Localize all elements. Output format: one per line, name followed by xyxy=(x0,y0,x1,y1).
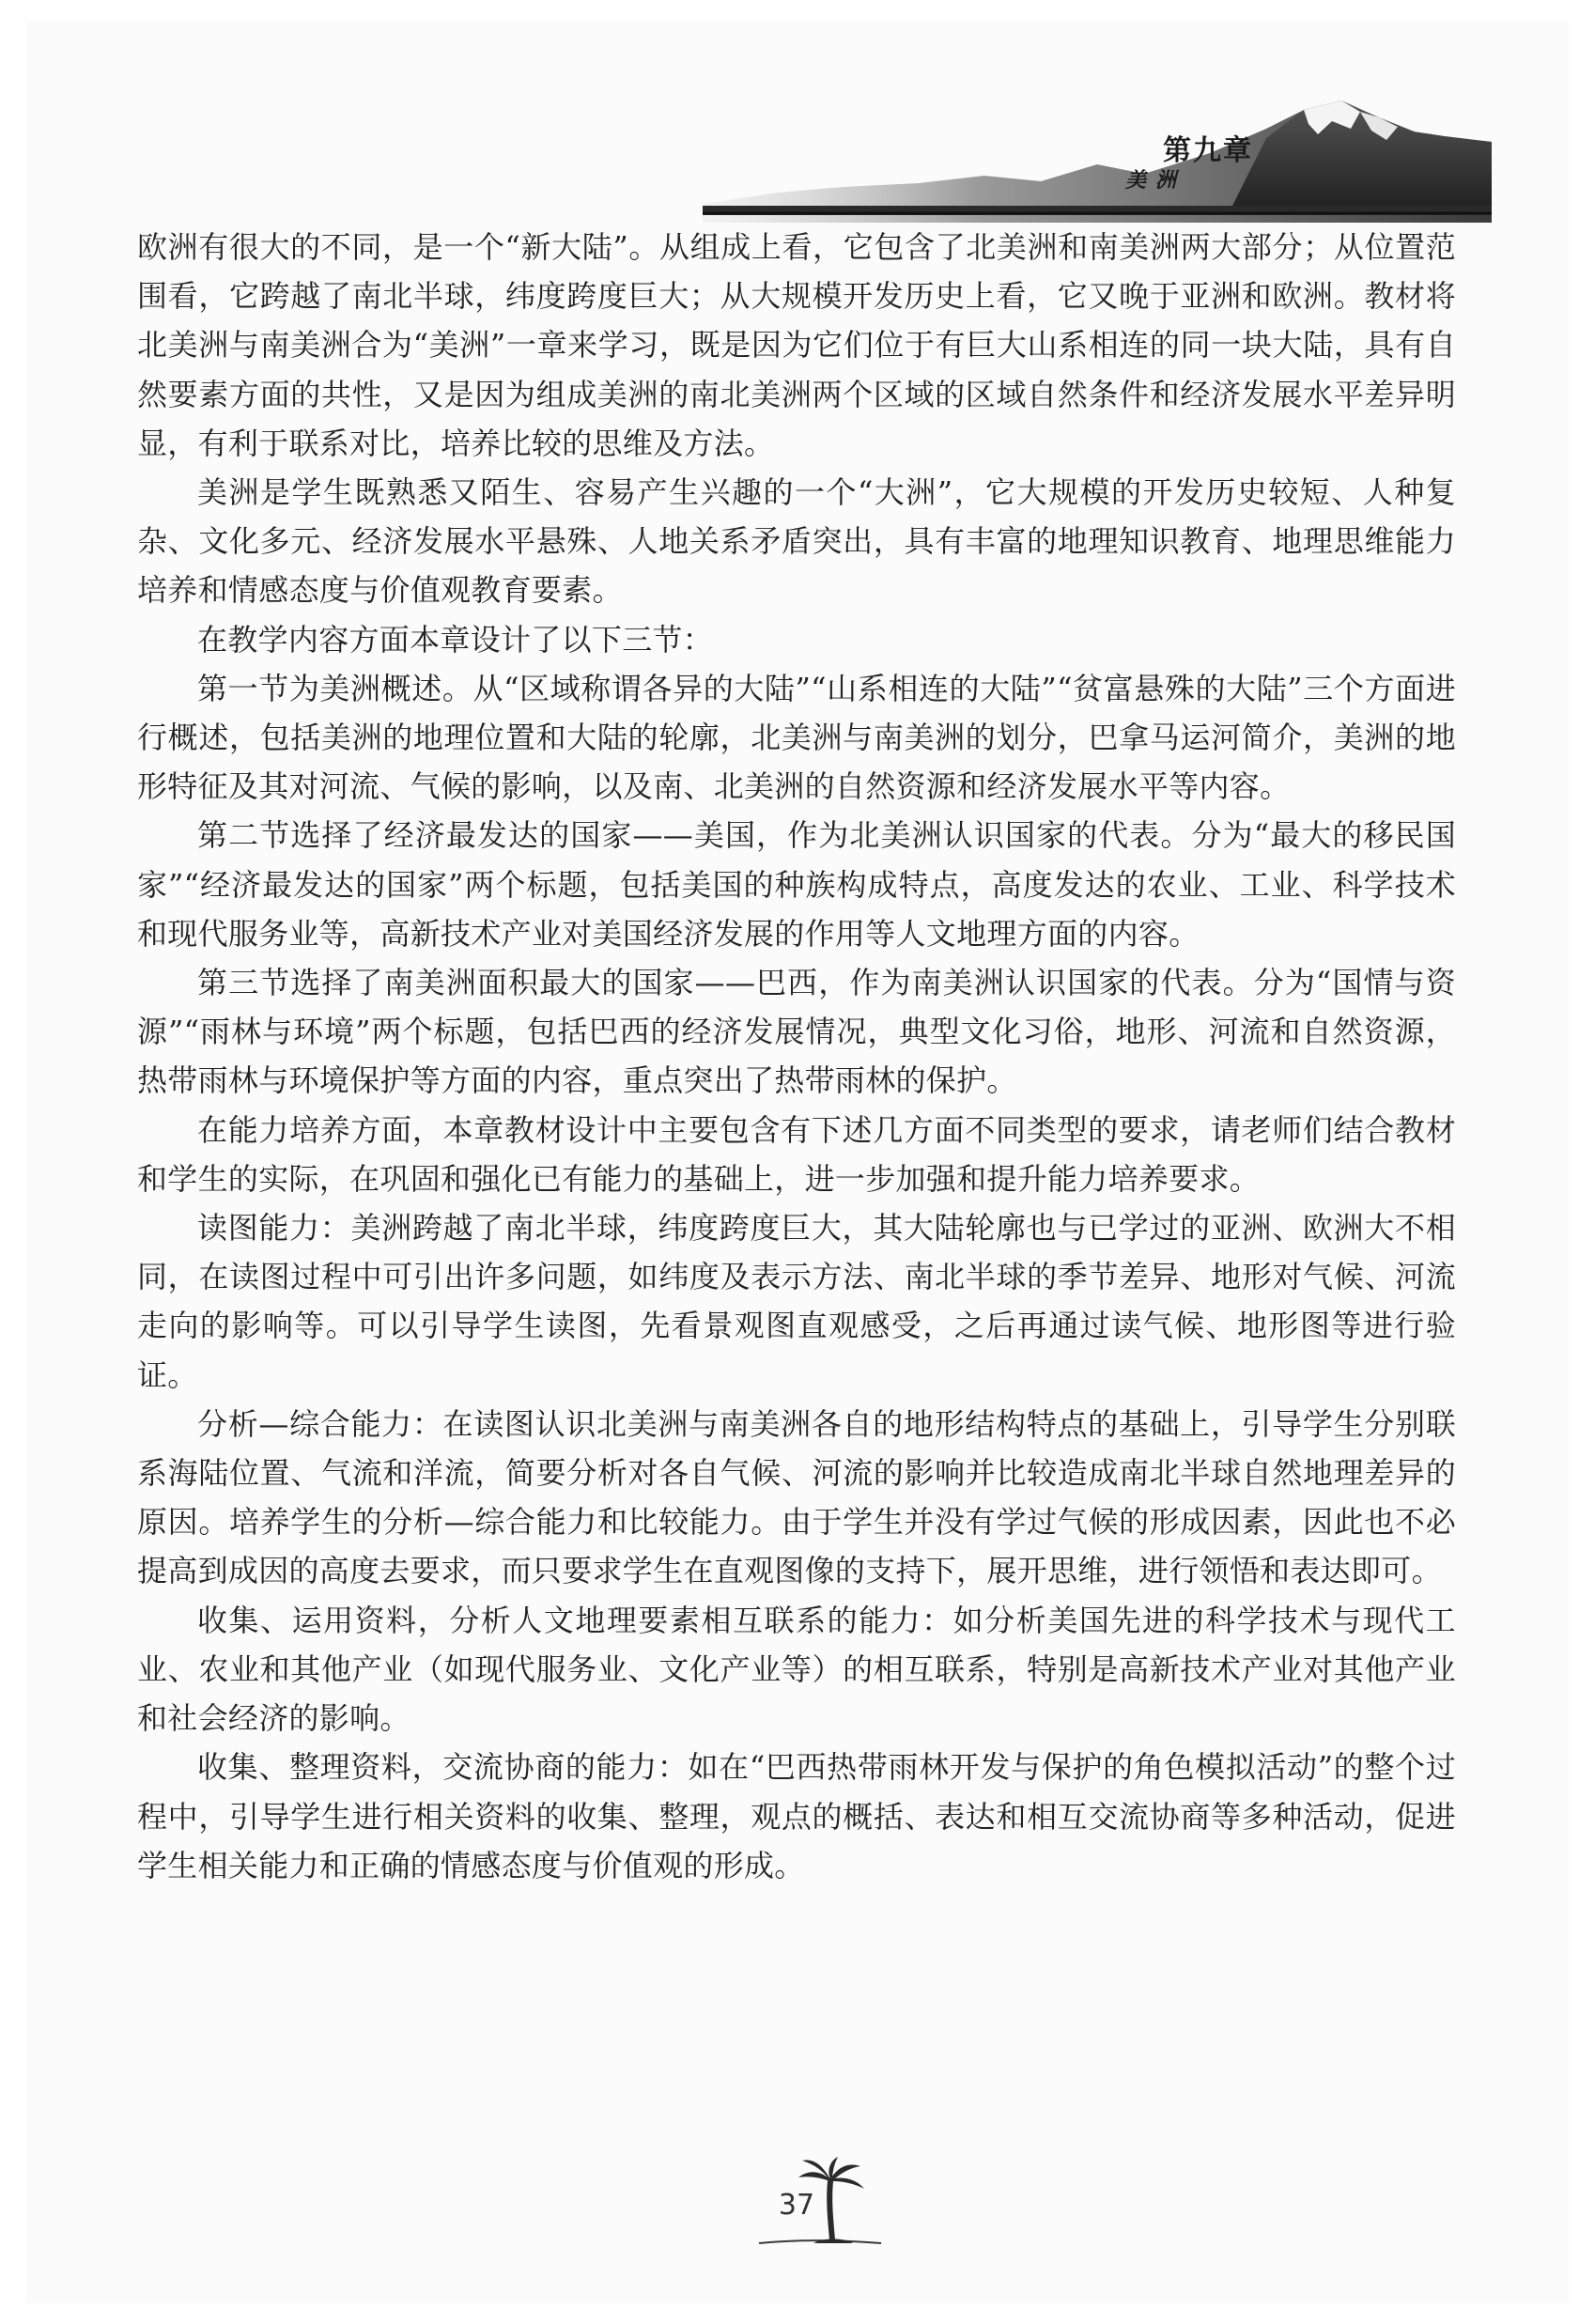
paragraph: 第二节选择了经济最发达的国家——美国，作为北美洲认识国家的代表。分为“最大的移民国家”“经济最发达的国家”两个标题，包括美国的种族构成特点，高度发达的农业、工业、科学技术和现代服务业等，高新技术产业对美国经济发展的作用等人文地理方面的内容。 xyxy=(137,817,1456,952)
paragraph: 收集、整理资料，交流协商的能力：如在“巴西热带雨林开发与保护的角色模拟活动”的整个过程中，引导学生进行相关资料的收集、整理，观点的概括、表达和相互交流协商等多种活动，促进学生相关能力和正确的情感态度与价值观的形成。 xyxy=(137,1749,1456,1883)
chapter-header xyxy=(703,72,1492,223)
page-footer xyxy=(740,2153,890,2256)
paragraph: 第三节选择了南美洲面积最大的国家——巴西，作为南美洲认识国家的代表。分为“国情与资源”“雨林与环境”两个标题，包括巴西的经济发展情况，典型文化习俗，地形、河流和自然资源，热带雨林与环境保护等方面的内容，重点突出了热带雨林的保护。 xyxy=(137,965,1456,1099)
paragraph: 欧洲有很大的不同，是一个“新大陆”。从组成上看，它包含了北美洲和南美洲两大部分；从位置范围看，它跨越了南北半球，纬度跨度巨大；从大规模开发历史上看，它又晚于亚洲和欧洲。教材将北美洲与南美洲合为“美洲”一章来学习，既是因为它们位于有巨大山系相连的同一块大陆，具有自然要素方面的共性，又是因为组成美洲的南北美洲两个区域的区域自然条件和经济发展水平差异明显，有利于联系对比，培养比较的思维及方法。 xyxy=(137,229,1456,461)
paragraph: 读图能力：美洲跨越了南北半球，纬度跨度巨大，其大陆轮廓也与已学过的亚洲、欧洲大不相同，在读图过程中可引出许多问题，如纬度及表示方法、南北半球的季节差异、地形对气候、河流走向的影响等。可以引导学生读图，先看景观图直观感受，之后再通过读气候、地形图等进行验证。 xyxy=(137,1210,1456,1393)
chapter-subtitle: 美洲 xyxy=(1125,168,1186,193)
paragraph: 在教学内容方面本章设计了以下三节： xyxy=(197,621,714,658)
mountain-banner-icon xyxy=(703,72,1492,223)
book-page xyxy=(26,21,1569,2303)
paragraph: 美洲是学生既熟悉又陌生、容易产生兴趣的一个“大洲”，它大规模的开发历史较短、人种复杂、文化多元、经济发展水平悬殊、人地关系矛盾突出，具有丰富的地理知识教育、地理思维能力培养和情感态度与价值观教育要素。 xyxy=(137,474,1456,609)
body-text xyxy=(137,223,1456,1890)
paragraph: 在能力培养方面，本章教材设计中主要包含有下述几方面不同类型的要求，请老师们结合教材和学生的实际，在巩固和强化已有能力的基础上，进一步加强和提升能力培养要求。 xyxy=(137,1111,1456,1197)
paragraph: 分析—综合能力：在读图认识北美洲与南美洲各自的地形结构特点的基础上，引导学生分别联系海陆位置、气流和洋流，简要分析对各自气候、河流的影响并比较造成南北半球自然地理差异的原因。培养学生的分析—综合能力和比较能力。由于学生并没有学过气候的形成因素，因此也不必提高到成因的高度去要求，而只要求学生在直观图像的支持下，展开思维，进行领悟和表达即可。 xyxy=(137,1405,1456,1589)
page-number: 37 xyxy=(778,2189,815,2222)
paragraph: 收集、运用资料，分析人文地理要素相互联系的能力：如分析美国先进的科学技术与现代工业、农业和其他产业（如现代服务业、文化产业等）的相互联系，特别是高新技术产业对其他产业和社会经济的影响。 xyxy=(137,1602,1456,1737)
paragraph: 第一节为美洲概述。从“区域称谓各异的大陆”“山系相连的大陆”“贫富悬殊的大陆”三个方面进行概述，包括美洲的地理位置和大陆的轮廓，北美洲与南美洲的划分，巴拿马运河简介，美洲的地形特征及其对河流、气候的影响，以及南、北美洲的自然资源和经济发展水平等内容。 xyxy=(137,670,1456,805)
chapter-title: 第九章 xyxy=(1163,134,1253,167)
